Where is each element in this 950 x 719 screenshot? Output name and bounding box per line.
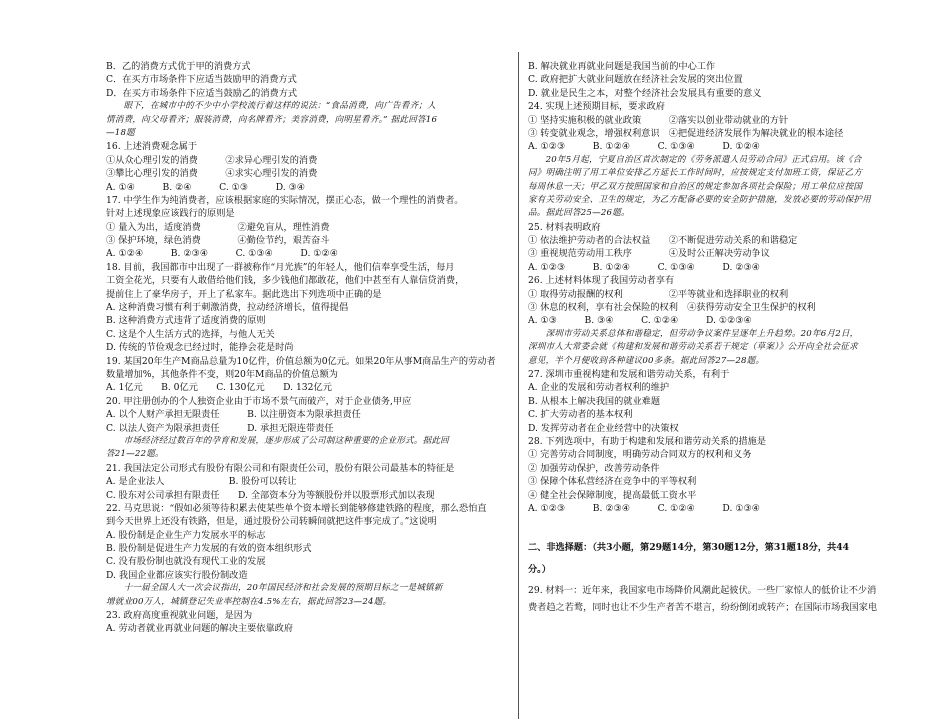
text-line: 情消费，向父母看齐；服装消费，向名牌看齐；美容消费，向明星看齐。” 据此回答16: [106, 114, 438, 125]
text-line: A. 股份制是企业生产力发展水平的标志: [106, 529, 266, 541]
text-line: A. 是企业法人 B. 股份可以转让: [106, 476, 297, 488]
section-heading-continued: 分。）: [528, 563, 551, 575]
text-line: ② 加强劳动保护，改善劳动条件: [528, 462, 660, 474]
text-line: C. 没有股份制也就没有现代工业的发展: [106, 556, 266, 568]
text-line: ①从众心理引发的消费 ②求异心理引发的消费: [106, 154, 318, 166]
text-line: 市场经济经过数百年的孕育和发展，逐步形成了公司制这种重要的企业形式。据此回: [106, 435, 449, 446]
text-line: ③ 休息的权利，享有社会保险的权利 ④获得劳动安全卫生保护的权利: [528, 302, 816, 314]
text-line: 到今天世界上还没有铁路，但是，通过股份公司转瞬间就把这件事完成了。”这说明: [106, 516, 437, 528]
text-line: 25. 材料表明政府: [528, 221, 601, 233]
text-line: A. 1亿元 B. 0亿元 C. 130亿元 D. 132亿元: [106, 382, 332, 394]
spacer: [528, 555, 946, 563]
column-divider: [518, 52, 519, 719]
text-line: A. ①④ B. ②④ C. ①③ D. ③④: [106, 181, 306, 193]
text-line: ③ 重视规范劳动用工秩序 ④及时公正解决劳动争议: [528, 248, 770, 260]
text-line: D. 就业是民生之本，对整个经济社会发展具有重要的意义: [528, 87, 762, 99]
text-line: D. 传统的节俭观念已经过时，能挣会花是时尚: [106, 342, 294, 354]
text-line: 提前住上了豪华房子，开上了私家车。据此选出下列选项中正确的是: [106, 288, 382, 300]
question-29-line: 29. 材料一：近年来，我国家电市场降价风潮此起彼伏。一些厂家惊人的低价让不少消: [528, 585, 877, 597]
text-line: C. 政府把扩大就业问题放在经济社会发展的突出位置: [528, 74, 743, 86]
text-line: ① 完善劳动合同制度，明确劳动合同双方的权利和义务: [528, 449, 752, 461]
text-line: C. 股东对公司承担有限责任 D. 全部资本分为等额股份并以股票形式加以表现: [106, 489, 435, 501]
text-line: 每周休息一天；甲乙双方按照国家和自治区的规定参加各项社会保险；用工单位应按国: [528, 181, 863, 192]
left-column: [106, 60, 512, 636]
text-line: A. ①③ B. ③④ C. ①②④ D. ①②③④: [528, 315, 752, 327]
text-line: D. 我国企业都应该实行股份制改造: [106, 569, 248, 581]
text-line: 家有关劳动安全、卫生的规定，为乙方配备必要的安全防护措施，发放必要的劳动保护用: [528, 194, 871, 205]
right-column: [528, 60, 946, 615]
question-29-line: 费者趋之若鹜，同时也让不少生产者苦不堪言，纷纷倒闭或转产；在国际市场我国家电: [528, 602, 878, 614]
text-line: ③攀比心理引发的消费 ④求实心理引发的消费: [106, 168, 318, 180]
text-line: 27. 深圳市重视构建和发展和谐劳动关系，有利于: [528, 368, 730, 380]
text-line: B. 从根本上解决我国的就业难题: [528, 395, 661, 407]
text-line: 16. 上述消费观念属于: [106, 141, 198, 153]
text-line: 17. 中学生作为纯消费者，应该根据家庭的实际情况，摆正心态，做一个理性的消费者。: [106, 194, 464, 206]
text-line: A. ①②③ B. ①②④ C. ①③④ D. ①②④: [528, 141, 761, 153]
text-line: 23. 政府高度重视就业问题，是因为: [106, 610, 253, 622]
text-line: C. 以法人资产为限承担责任 D. 承担无限连带责任: [106, 422, 334, 434]
text-line: 针对上述现象应该践行的原则是: [106, 208, 235, 220]
text-line: 同》明确注明了用工单位安排乙方延长工作时间时，应按规定支付加班工资，保证乙方: [528, 168, 863, 179]
text-line: ① 坚持实施积极的就业政策 ②落实以创业带动就业的方针: [528, 114, 789, 126]
text-line: 深圳市人大常委会就《构建和发展和谐劳动关系若干规定（草案）》公开向全社会征求: [528, 342, 858, 353]
text-line: ① 取得劳动报酬的权利 ②平等就业和选择职业的权利: [528, 288, 789, 300]
text-line: 意见，半个月便收到各种建议00多条。据此回答27—28题。: [528, 355, 765, 366]
text-line: ① 量入为出，适度消费 ②避免盲从，理性消费: [106, 221, 330, 233]
text-line: 21. 我国法定公司形式有股份有限公司和有限责任公司，股份有限公司最基本的特征是: [106, 462, 455, 474]
text-line: B．乙的消费方式优于甲的消费方式: [106, 61, 251, 72]
text-line: B. 这种消费方式违背了适度消费的原则: [106, 315, 266, 327]
text-line: 22. 马克思说：“假如必须等待积累去使某些单个资本增长到能够修建铁路的程度，那么恐怕直: [106, 502, 487, 514]
text-line: C. 这是个人生活方式的选择，与他人无关: [106, 328, 275, 340]
text-line: 24. 实现上述预期目标，要求政府: [528, 101, 665, 113]
text-line: A. ①②④ B. ②③④ C. ①③④ D. ①②④: [106, 248, 339, 260]
spacer: [528, 576, 946, 584]
text-line: ① 依法维护劳动者的合法权益 ②不断促进劳动关系的和谐稳定: [528, 235, 798, 247]
text-line: D．在买方市场条件下应适当鼓励乙的消费方式: [106, 87, 298, 99]
text-line: 20. 甲注册创办的个人独资企业由于市场不景气而破产，对于企业债务,甲应: [106, 395, 412, 407]
text-line: 工资全花光，只要有人敢借给他们钱，多少钱他们都敢花，他们中甚至有人靠信贷消费，: [106, 275, 465, 287]
text-line: 19. 某国20年生产M商品总量为10亿件，价值总额为0亿元。如果20年从事M商品生产的劳动者: [106, 355, 496, 367]
text-line: C．在买方市场条件下应适当鼓励甲的消费方式: [106, 74, 297, 86]
text-line: 26. 上述材料体现了我国劳动者享有: [528, 275, 675, 287]
text-line: 20年5月起，宁夏自治区首次制定的《劳务派遣人员劳动合同》正式启用。该《合: [528, 154, 862, 165]
text-line: 数量增加%，其他条件不变，则20年M商品的价值总额为: [106, 368, 338, 380]
text-line: 十一届全国人大一次会议指出，20年国民经济和社会发展的预期目标之一是城镇新: [106, 583, 443, 594]
text-line: ③ 保护环境，绿色消费 ④勤俭节约，艰苦奋斗: [106, 235, 330, 247]
text-line: 答21—22题。: [106, 449, 164, 460]
text-line: B. 股份制是促进生产力发展的有效的资本组织形式: [106, 543, 312, 555]
spacer: [528, 515, 946, 541]
text-line: 深圳市劳动关系总体和谐稳定，但劳动争议案件呈逐年上升趋势。20年6月2日，: [528, 328, 859, 339]
right-column-lines: [528, 60, 946, 515]
text-line: A. 这种消费习惯有利于刺激消费，拉动经济增长，值得提倡: [106, 302, 349, 314]
text-line: ④ 健全社会保障制度，提高最低工资水平: [528, 489, 697, 501]
text-line: 28. 下列选项中，有助于构建和发展和谐劳动关系的措施是: [528, 435, 767, 447]
text-line: B. 解决就业再就业问题是我国当前的中心工作: [528, 61, 716, 72]
text-line: ③ 保障个体私营经济在竞争中的平等权利: [528, 476, 697, 488]
text-line: ③ 转变就业观念，增强权利意识 ④把促进经济发展作为解决就业的根本途径: [528, 127, 844, 139]
section-heading: 二、非选择题：（共3小题，第29题14分，第30题12分，第31题18分，共44: [528, 542, 849, 554]
text-line: A. 以个人财产承担无限责任 B. 以注册资本为限承担责任: [106, 409, 361, 421]
text-line: 18. 目前，我国都市中出现了一群被称作“月光族”的年轻人，他们信奉享受生活，每月: [106, 261, 455, 273]
text-line: 眼下，在城市中的不少中小学校流行着这样的说法：“食品消费，向广告看齐；人: [106, 101, 436, 112]
text-line: A. ①②③ B. ①②④ C. ①③④ D. ②③④: [528, 261, 761, 273]
text-line: C. 扩大劳动者的基本权利: [528, 409, 633, 421]
text-line: D. 发挥劳动者在企业经营中的决策权: [528, 422, 679, 434]
text-line: A. ①②③ B. ②③④ C. ①②④ D. ①③④: [528, 502, 761, 514]
text-line: A. 劳动者就业再就业问题的解决主要依靠政府: [106, 623, 294, 635]
text-line: —18题: [106, 127, 135, 138]
text-line: A. 企业的发展和劳动者权利的维护: [528, 382, 670, 394]
text-line: 增就业00万人，城镇登记失业率控制在4.5%左右，据此回答23—24题。: [106, 596, 392, 607]
text-line: 品。据此回答25—26题。: [528, 208, 630, 219]
